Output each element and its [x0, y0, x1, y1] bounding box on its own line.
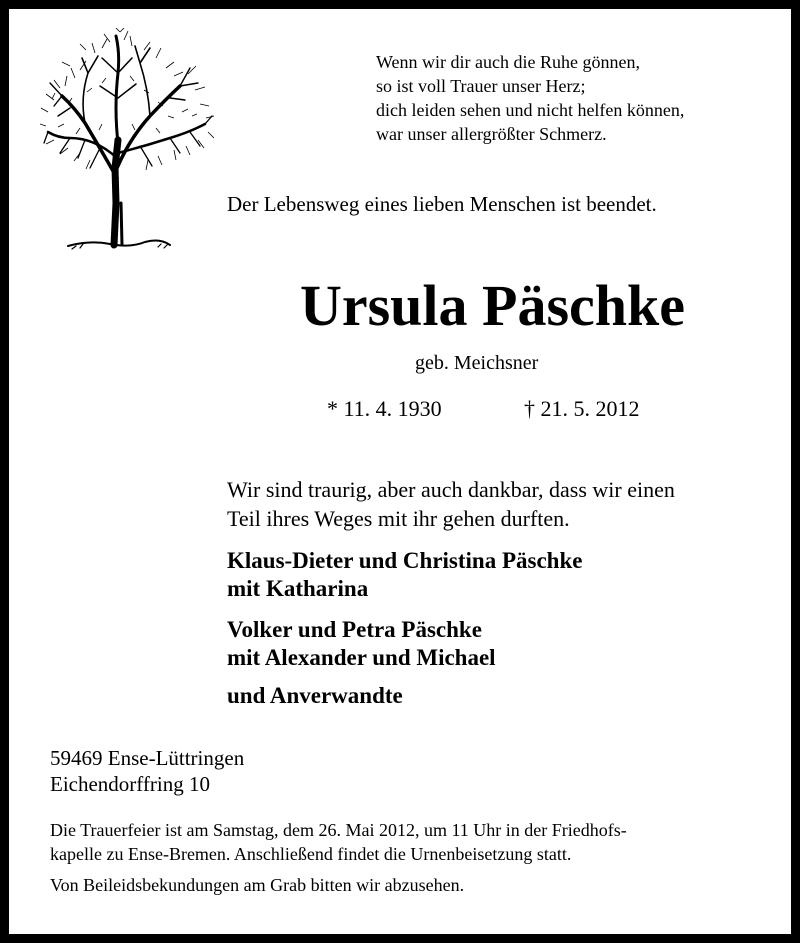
funeral-notice-line: kapelle zu Ense-Bremen. Anschließend findet die Urnenbeisetzung statt. [50, 844, 572, 864]
address [50, 745, 244, 797]
intro-text: Der Lebensweg eines lieben Menschen ist beendet. [227, 192, 657, 216]
bare-tree-icon [40, 28, 215, 253]
poem [376, 50, 684, 146]
poem-line: dich leiden sehen und nicht helfen können, [376, 100, 685, 120]
funeral-notice [50, 818, 627, 866]
death-date: † 21. 5. 2012 [524, 396, 640, 421]
thanks-line: Wir sind traurig, aber auch dankbar, dass wir einen [227, 477, 675, 502]
birth-date: * 11. 4. 1930 [327, 396, 442, 421]
poem-line: war unser allergrößter Schmerz. [376, 124, 607, 144]
mourner-line: mit Katharina [227, 576, 369, 601]
mourner-line: Volker und Petra Päschke [227, 617, 482, 642]
address-line: Eichendorffring 10 [50, 772, 210, 796]
poem-line: Wenn wir dir auch die Ruhe gönnen, [376, 52, 640, 72]
poem-line: so ist voll Trauer unser Herz; [376, 76, 586, 96]
deceased-name: Ursula Päschke [299, 273, 686, 338]
mourner-group [227, 616, 496, 672]
address-line: 59469 Ense-Lüttringen [50, 746, 245, 770]
mourner-group [227, 682, 403, 710]
condolence-note: Von Beileidsbekundungen am Grab bitten wir abzusehen. [50, 875, 465, 895]
thanks-line: Teil ihres Weges mit ihr gehen durften. [227, 506, 570, 531]
birth-name: geb. Meichsner [415, 352, 539, 374]
mourner-line: mit Alexander und Michael [227, 645, 496, 670]
mourner-line: und Anverwandte [227, 683, 403, 708]
mourner-group [227, 547, 582, 603]
funeral-notice-line: Die Trauerfeier ist am Samstag, dem 26. Mai 2012, um 11 Uhr in der Friedhofs- [50, 820, 627, 840]
mourner-line: Klaus-Dieter und Christina Päschke [227, 548, 583, 573]
thanks-text [227, 475, 675, 533]
